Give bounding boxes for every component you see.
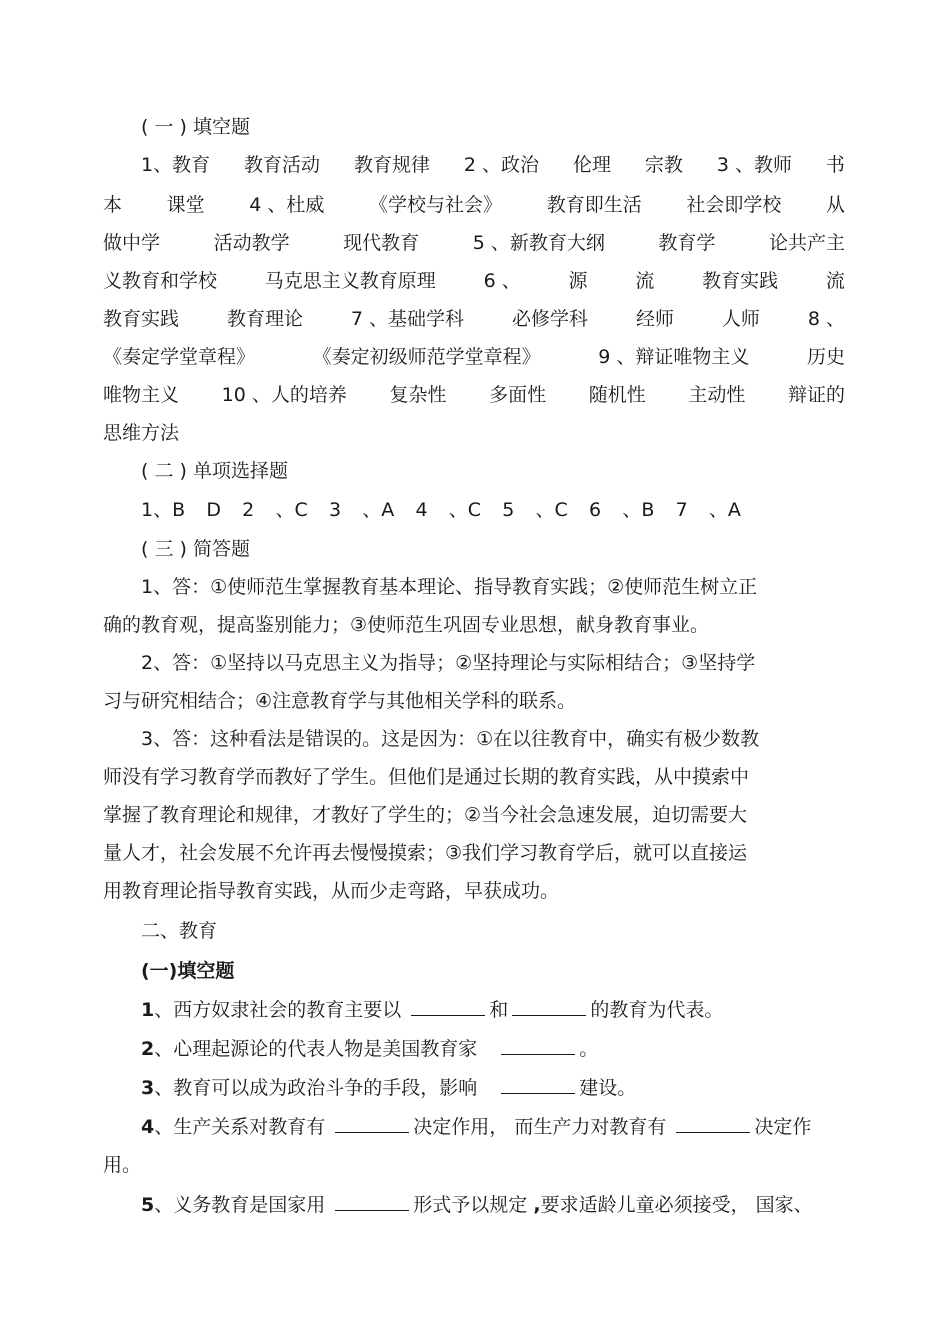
question-2 [141,1034,845,1064]
answer-blank[interactable] [335,1113,409,1133]
question-text: 、义务教育是国家用 [154,1194,326,1216]
fill-answer-line [141,150,845,180]
question-number: 4 [141,1116,155,1138]
question-5 [141,1190,845,1220]
choice-answer-item: 、C [275,499,308,521]
fill-answer-item: 1、教育 [141,154,211,176]
choice-answer-item: 、C [448,499,482,521]
question-text: 、西方奴隶社会的教育主要以 [154,999,402,1021]
short-answer-3-line-5: 用教育理论指导教育实践，从而少走弯路，早获成功。 [103,880,560,902]
fill-answer-last-line: 思维方法 [103,422,180,444]
question-text: 形式予以规定 [413,1194,528,1216]
fill-answer-item: 《学校与社会》 [369,194,503,216]
fill-answer-item: 流 [635,270,655,292]
question-number: 1 [141,999,155,1021]
answer-blank[interactable] [501,1035,575,1055]
fill-answer-item: 教育理论 [226,308,303,330]
question-text: 国家、 [755,1194,813,1216]
fill-answer-item: 做中学 [103,232,161,254]
fill-answer-line [103,380,845,410]
fill-answer-line [103,228,845,258]
fill-answer-line [103,190,845,220]
fill-answer-item: 从 [825,194,845,216]
section-heading-choice: ( 二 ) 单项选择题 [141,460,288,482]
question-text: 的教育为代表。 [590,999,724,1021]
choice-answer-item: 2 [242,499,255,521]
question-text: , [533,1194,541,1216]
fill-answer-item: 义教育和学校 [103,270,218,292]
short-answer-3-line-1: 3、答：这种看法是错误的。这是因为：①在以往教育中，确实有极少数教 [141,728,760,750]
question-number: 5 [141,1194,155,1216]
fill-answer-item: 人师 [721,308,760,330]
choice-answer-item: D [206,499,221,521]
fill-answer-line [103,266,845,296]
question-number: 3 [141,1077,155,1099]
question-3 [141,1073,845,1103]
question-text: 和 [489,999,509,1021]
question-text: 、教育可以成为政治斗争的手段，影响 [154,1077,478,1099]
choice-answer-item: 1、B [141,499,186,521]
choice-answer-item: 7 [675,499,688,521]
short-answer-3-line-3: 掌握了教育理论和规律，才教好了学生的；②当今社会急速发展，迫切需要大 [103,804,748,826]
choice-answer-item: 、C [535,499,568,521]
fill-answer-item: 社会即学校 [686,194,782,216]
question-text: 决定作 [754,1116,812,1138]
question-text: 、生产关系对教育有 [154,1116,326,1138]
fill-answer-item: 流 [825,270,845,292]
fill-answer-item: 8 、 [807,308,845,330]
answer-blank[interactable] [411,996,485,1016]
question-text: 、心理起源论的代表人物是美国教育家 [154,1038,478,1060]
fill-answer-item: 教育规律 [353,154,430,176]
fill-answer-item: 复杂性 [389,384,447,406]
question-text: 要求适龄儿童必须接受， [540,1194,750,1216]
fill-answer-item: 《奏定初级师范学堂章程》 [312,346,541,368]
fill-answer-item: 必修学科 [511,308,588,330]
answer-blank[interactable] [335,1191,409,1211]
choice-answer-item: 、B [622,499,655,521]
short-answer-3-line-4: 量人才，社会发展不允许再去慢慢摸索；③我们学习教育学后，就可以直接运 [103,842,748,864]
fill-answer-item: 马克思主义教育原理 [264,270,436,292]
fill-answer-item: 《奏定学堂章程》 [103,346,256,368]
fill-answer-item: 多面性 [489,384,547,406]
answer-blank[interactable] [501,1074,575,1094]
fill-answer-item: 书 [825,154,845,176]
fill-answer-item: 历史 [806,346,845,368]
fill-answer-item: 辩证的 [787,384,845,406]
fill-answer-item: 教育即生活 [546,194,642,216]
short-answer-3-line-2: 师没有学习教育学而教好了学生。但他们是通过长期的教育实践，从中摸索中 [103,766,750,788]
fill-answer-item: 9 、辩证唯物主义 [598,346,750,368]
question-1 [141,995,845,1025]
section2-heading-fill [141,956,845,986]
short-answer-2-line-1: 2、答：①坚持以马克思主义为指导；②坚持理论与实际相结合；③坚持学 [141,652,756,674]
question-text: 决定作用， [413,1116,509,1138]
fill-answer-item: 主动性 [688,384,746,406]
fill-answer-item: 2 、政治 [463,154,540,176]
fill-answer-item: 唯物主义 [103,384,180,406]
fill-answer-item: 教育实践 [702,270,779,292]
section-title-education: 二、教育 [141,920,218,942]
fill-answer-item: 教育活动 [244,154,321,176]
fill-answer-item: 经师 [635,308,674,330]
question-text: 建设。 [579,1077,637,1099]
fill-answer-item: 10 、人的培养 [221,384,347,406]
short-answer-1-line-2: 确的教育观，提高鉴别能力；③使师范生巩固专业思想，献身教育事业。 [103,614,710,636]
fill-answer-item: 4 、杜威 [249,194,325,216]
fill-answer-item: 随机性 [588,384,646,406]
fill-answer-item: 现代教育 [343,232,420,254]
fill-answer-item: 教育学 [658,232,716,254]
choice-answers [141,495,741,525]
fill-answer-item: 3 、教师 [716,154,792,176]
fill-answer-item: 课堂 [166,194,205,216]
fill-answer-line [103,304,845,334]
choice-answer-item: 、A [362,499,395,521]
section-heading-fill: ( 一 ) 填空题 [141,116,250,138]
question-text: 。 [579,1038,599,1060]
fill-answer-item: 7 、基础学科 [350,308,465,330]
fill-answer-item: 论共产主 [768,232,845,254]
question-text: 而生产力对教育有 [514,1116,667,1138]
fill-answer-item: 活动教学 [213,232,290,254]
fill-answer-item: 教育实践 [103,308,180,330]
fill-answer-item: 伦理 [572,154,611,176]
section-heading-short: ( 三 ) 简答题 [141,538,250,560]
choice-answer-item: 3 [328,499,342,521]
fill-answer-item: 6 、 [483,270,521,292]
heading-paren: (一)填空题 [141,960,235,982]
fill-answer-item: 5 、新教育大纲 [472,232,605,254]
question-4-continued: 用。 [103,1154,142,1176]
fill-answer-item: 本 [103,194,123,216]
choice-answer-item: 、A [708,499,741,521]
fill-answer-item: 源 [568,270,588,292]
choice-answer-item: 4 [415,499,428,521]
fill-answer-item: 宗教 [644,154,683,176]
short-answer-1-line-1: 1、答：①使师范生掌握教育基本理论、指导教育实践；②使师范生树立正 [141,576,758,598]
answer-blank[interactable] [676,1113,750,1133]
short-answer-2-line-2: 习与研究相结合；④注意教育学与其他相关学科的联系。 [103,690,577,712]
choice-answer-item: 6 [589,499,602,521]
question-4 [141,1112,845,1142]
choice-answer-item: 5 [502,499,515,521]
fill-answer-line [103,342,845,372]
question-number: 2 [141,1038,155,1060]
answer-blank[interactable] [512,996,586,1016]
